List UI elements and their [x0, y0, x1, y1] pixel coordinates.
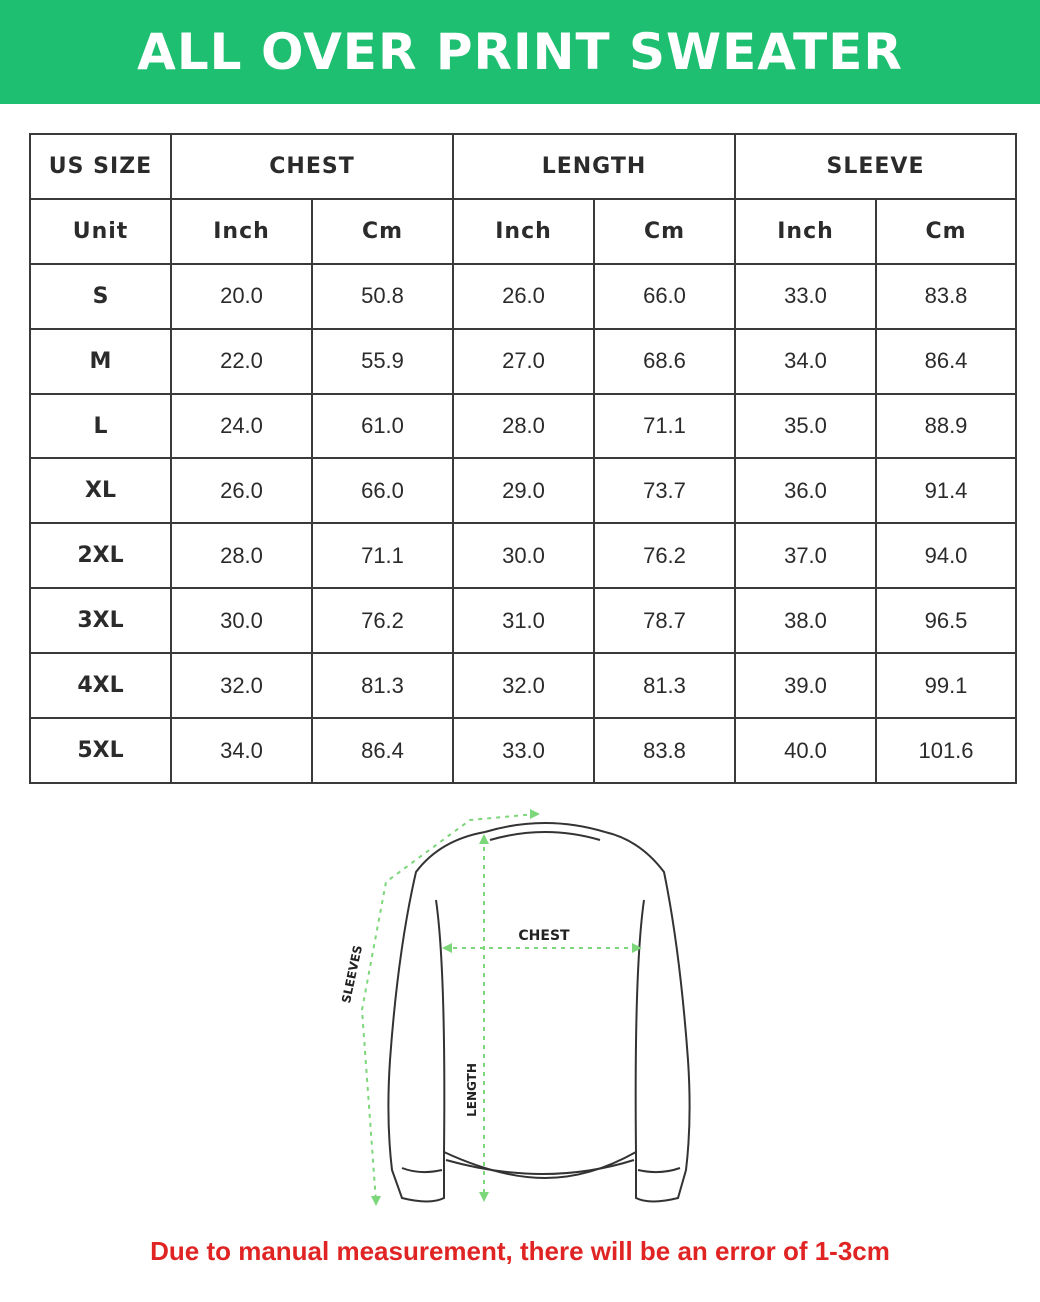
cell-chest-cm: 61.0: [312, 394, 453, 459]
arrow-heads: [371, 809, 642, 1206]
unit-chest-inch: Inch: [171, 199, 312, 264]
unit-sleeve-cm: Cm: [876, 199, 1016, 264]
unit-sleeve-inch: Inch: [735, 199, 876, 264]
cell-length-inch: 30.0: [453, 523, 594, 588]
cell-sleeve-cm: 86.4: [876, 329, 1016, 394]
cell-length-cm: 66.0: [594, 264, 735, 329]
cell-chest-cm: 50.8: [312, 264, 453, 329]
cell-chest-cm: 55.9: [312, 329, 453, 394]
cell-length-cm: 81.3: [594, 653, 735, 718]
cell-chest-inch: 20.0: [171, 264, 312, 329]
unit-length-inch: Inch: [453, 199, 594, 264]
cell-length-inch: 33.0: [453, 718, 594, 783]
cell-length-inch: 29.0: [453, 458, 594, 523]
cell-size: 3XL: [30, 588, 171, 653]
measurement-note: Due to manual measurement, there will be an error of 1-3cm: [150, 1236, 890, 1266]
cell-chest-inch: 34.0: [171, 718, 312, 783]
cell-length-inch: 31.0: [453, 588, 594, 653]
cell-length-cm: 73.7: [594, 458, 735, 523]
table-row: [30, 264, 1016, 329]
measurement-lines: [362, 814, 640, 1202]
cell-chest-cm: 71.1: [312, 523, 453, 588]
cell-chest-cm: 76.2: [312, 588, 453, 653]
cell-chest-inch: 22.0: [171, 329, 312, 394]
unit-row: [30, 199, 1016, 264]
table-row: [30, 329, 1016, 394]
header-length: LENGTH: [453, 134, 735, 199]
chest-label: CHEST: [518, 928, 570, 944]
cell-size: XL: [30, 458, 171, 523]
cell-sleeve-cm: 94.0: [876, 523, 1016, 588]
cell-size: L: [30, 394, 171, 459]
header-chest: CHEST: [171, 134, 453, 199]
cell-chest-cm: 86.4: [312, 718, 453, 783]
cell-size: 4XL: [30, 653, 171, 718]
unit-length-cm: Cm: [594, 199, 735, 264]
cell-chest-cm: 66.0: [312, 458, 453, 523]
sleeve-measure-line: [362, 814, 536, 1202]
cell-chest-inch: 26.0: [171, 458, 312, 523]
table-row: [30, 653, 1016, 718]
cell-sleeve-inch: 35.0: [735, 394, 876, 459]
cell-chest-inch: 28.0: [171, 523, 312, 588]
cell-length-inch: 27.0: [453, 329, 594, 394]
cell-sleeve-cm: 91.4: [876, 458, 1016, 523]
header-row: [30, 134, 1016, 199]
cell-sleeve-cm: 83.8: [876, 264, 1016, 329]
cell-chest-inch: 24.0: [171, 394, 312, 459]
cell-sleeve-cm: 96.5: [876, 588, 1016, 653]
unit-label: Unit: [30, 199, 171, 264]
cell-size: 2XL: [30, 523, 171, 588]
table-row: [30, 523, 1016, 588]
cell-sleeve-inch: 34.0: [735, 329, 876, 394]
header-sleeve: SLEEVE: [735, 134, 1016, 199]
cell-sleeve-cm: 99.1: [876, 653, 1016, 718]
unit-chest-cm: Cm: [312, 199, 453, 264]
cell-sleeve-cm: 101.6: [876, 718, 1016, 783]
size-chart-table: [29, 133, 1017, 784]
cell-length-inch: 28.0: [453, 394, 594, 459]
cell-size: M: [30, 329, 171, 394]
cell-length-cm: 83.8: [594, 718, 735, 783]
table-row: [30, 588, 1016, 653]
cell-chest-inch: 30.0: [171, 588, 312, 653]
cell-sleeve-inch: 40.0: [735, 718, 876, 783]
cell-length-cm: 76.2: [594, 523, 735, 588]
cell-size: S: [30, 264, 171, 329]
sweater-diagram: [320, 800, 720, 1220]
cell-sleeve-inch: 36.0: [735, 458, 876, 523]
cell-length-inch: 26.0: [453, 264, 594, 329]
cell-sleeve-inch: 38.0: [735, 588, 876, 653]
header-us-size: US SIZE: [30, 134, 171, 199]
sleeves-label: SLEEVES: [339, 943, 366, 1005]
cell-size: 5XL: [30, 718, 171, 783]
cell-length-cm: 78.7: [594, 588, 735, 653]
cell-length-cm: 68.6: [594, 329, 735, 394]
cell-length-cm: 71.1: [594, 394, 735, 459]
cell-length-inch: 32.0: [453, 653, 594, 718]
cell-chest-inch: 32.0: [171, 653, 312, 718]
cell-sleeve-inch: 33.0: [735, 264, 876, 329]
table-row: [30, 458, 1016, 523]
sweater-outline: [388, 823, 689, 1202]
length-label: LENGTH: [465, 1063, 479, 1117]
table-row: [30, 718, 1016, 783]
cell-chest-cm: 81.3: [312, 653, 453, 718]
cell-sleeve-inch: 37.0: [735, 523, 876, 588]
cell-sleeve-inch: 39.0: [735, 653, 876, 718]
table-row: [30, 394, 1016, 459]
title-banner: [0, 0, 1040, 104]
cell-sleeve-cm: 88.9: [876, 394, 1016, 459]
page-title: ALL OVER PRINT SWEATER: [137, 23, 903, 81]
